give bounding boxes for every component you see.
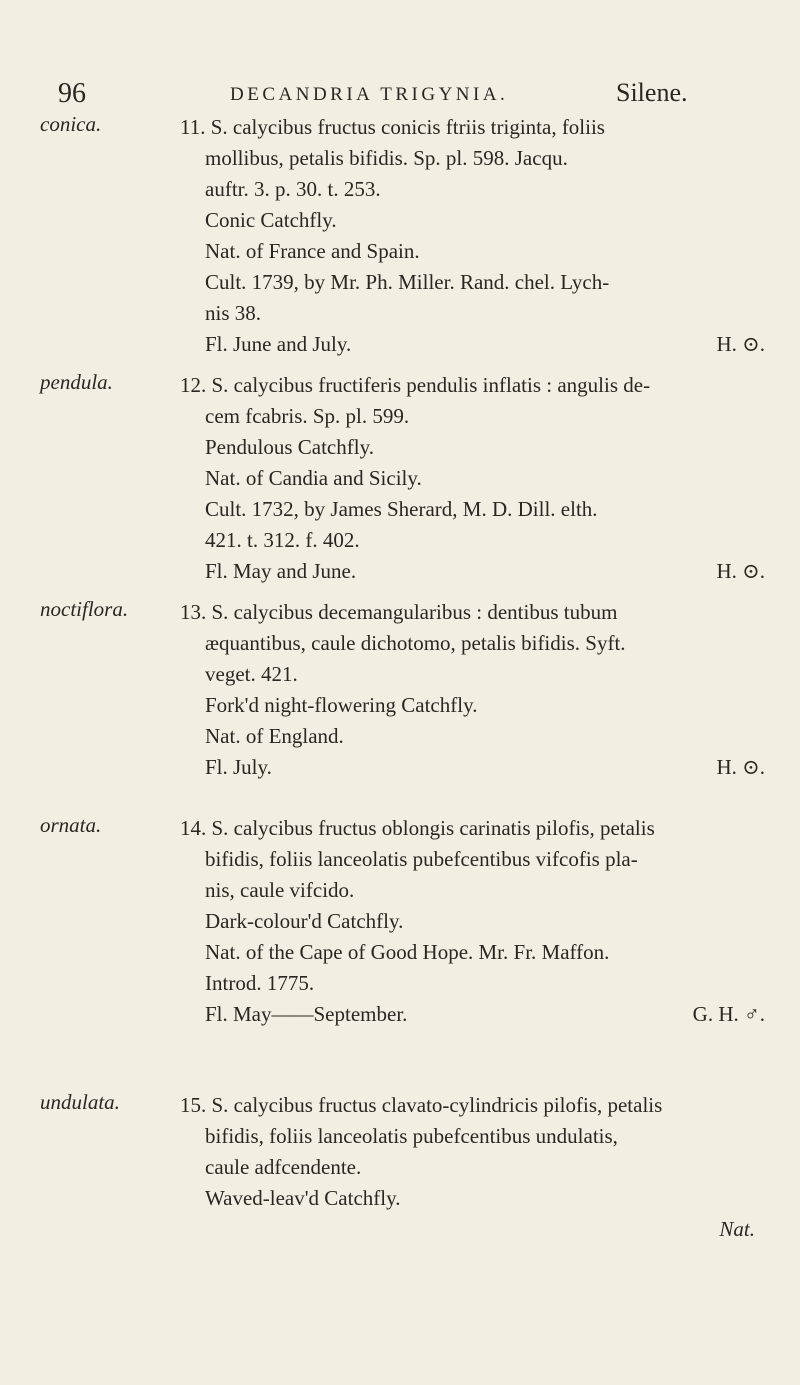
cultivation-line: nis 38. <box>205 301 262 325</box>
flowering-time: Fl. July. <box>205 755 272 779</box>
description-line: 15. S. calycibus fructus clavato-cylindricis pilofis, petalis <box>180 1093 663 1117</box>
flowering-time: Fl. May——September. <box>205 1002 408 1026</box>
native-range: Nat. of Candia and Sicily. <box>205 466 422 490</box>
flowering-time: Fl. May and June. <box>205 559 357 583</box>
entry-text <box>180 1090 765 1245</box>
description-line: cem fcabris. Sp. pl. 599. <box>205 404 410 428</box>
cultivation-line: 421. t. 312. f. 402. <box>205 528 360 552</box>
cultivation-line: Introd. 1775. <box>205 971 315 995</box>
description-line: 12. S. calycibus fructiferis pendulis inflatis : angulis de- <box>180 373 651 397</box>
running-title: DECANDRIA TRIGYNIA. <box>230 84 509 105</box>
entry-text <box>180 597 765 783</box>
catchword: Nat. <box>719 1217 755 1241</box>
description-line: auftr. 3. p. 30. t. 253. <box>205 177 381 201</box>
flowering-row <box>205 999 765 1030</box>
entry-text <box>180 813 765 1030</box>
entry-text <box>180 112 765 360</box>
native-range: Nat. of France and Spain. <box>205 239 420 263</box>
description-line: nis, caule vifcido. <box>205 878 355 902</box>
species-epithet: noctiflora. <box>40 597 129 621</box>
common-name: Conic Catchfly. <box>205 208 337 232</box>
cultivation-line: Cult. 1739, by Mr. Ph. Miller. Rand. chel. Lych- <box>205 270 610 294</box>
common-name: Pendulous Catchfly. <box>205 435 374 459</box>
species-epithet: pendula. <box>40 370 113 394</box>
habit-symbol: H. ⊙. <box>716 559 765 583</box>
description-line: 13. S. calycibus decemangularibus : dentibus tubum <box>180 600 618 624</box>
description-line: mollibus, petalis bifidis. Sp. pl. 598. Jacqu. <box>205 146 568 170</box>
description-line: bifidis, foliis lanceolatis pubefcentibus vifcofis pla- <box>205 847 638 871</box>
native-range: Nat. of the Cape of Good Hope. Mr. Fr. Maffon. <box>205 940 610 964</box>
habit-symbol: H. ⊙. <box>716 755 765 779</box>
common-name: Dark-colour'd Catchfly. <box>205 909 404 933</box>
flowering-time: Fl. June and July. <box>205 332 352 356</box>
common-name: Waved-leav'd Catchfly. <box>205 1186 401 1210</box>
description-line: caule adfcendente. <box>205 1155 362 1179</box>
native-range: Nat. of England. <box>205 724 344 748</box>
habit-symbol: G. H. ♂. <box>692 1002 765 1026</box>
flowering-row <box>205 556 765 587</box>
genus-heading: Silene. <box>616 78 688 107</box>
species-epithet: conica. <box>40 112 102 136</box>
entry-text <box>180 370 765 587</box>
description-line: bifidis, foliis lanceolatis pubefcentibus undulatis, <box>205 1124 618 1148</box>
flowering-row <box>205 329 765 360</box>
flowering-row <box>205 752 765 783</box>
common-name: Fork'd night-flowering Catchfly. <box>205 693 478 717</box>
habit-symbol: H. ⊙. <box>716 332 765 356</box>
description-line: 14. S. calycibus fructus oblongis carinatis pilofis, petalis <box>180 816 655 840</box>
description-line: veget. 421. <box>205 662 298 686</box>
description-line: 11. S. calycibus fructus conicis ftriis triginta, foliis <box>180 115 605 139</box>
species-epithet: undulata. <box>40 1090 120 1114</box>
cultivation-line: Cult. 1732, by James Sherard, M. D. Dill. elth. <box>205 497 598 521</box>
species-epithet: ornata. <box>40 813 102 837</box>
page-number: 96 <box>58 78 86 109</box>
description-line: æquantibus, caule dichotomo, petalis bifidis. Syft. <box>205 631 626 655</box>
